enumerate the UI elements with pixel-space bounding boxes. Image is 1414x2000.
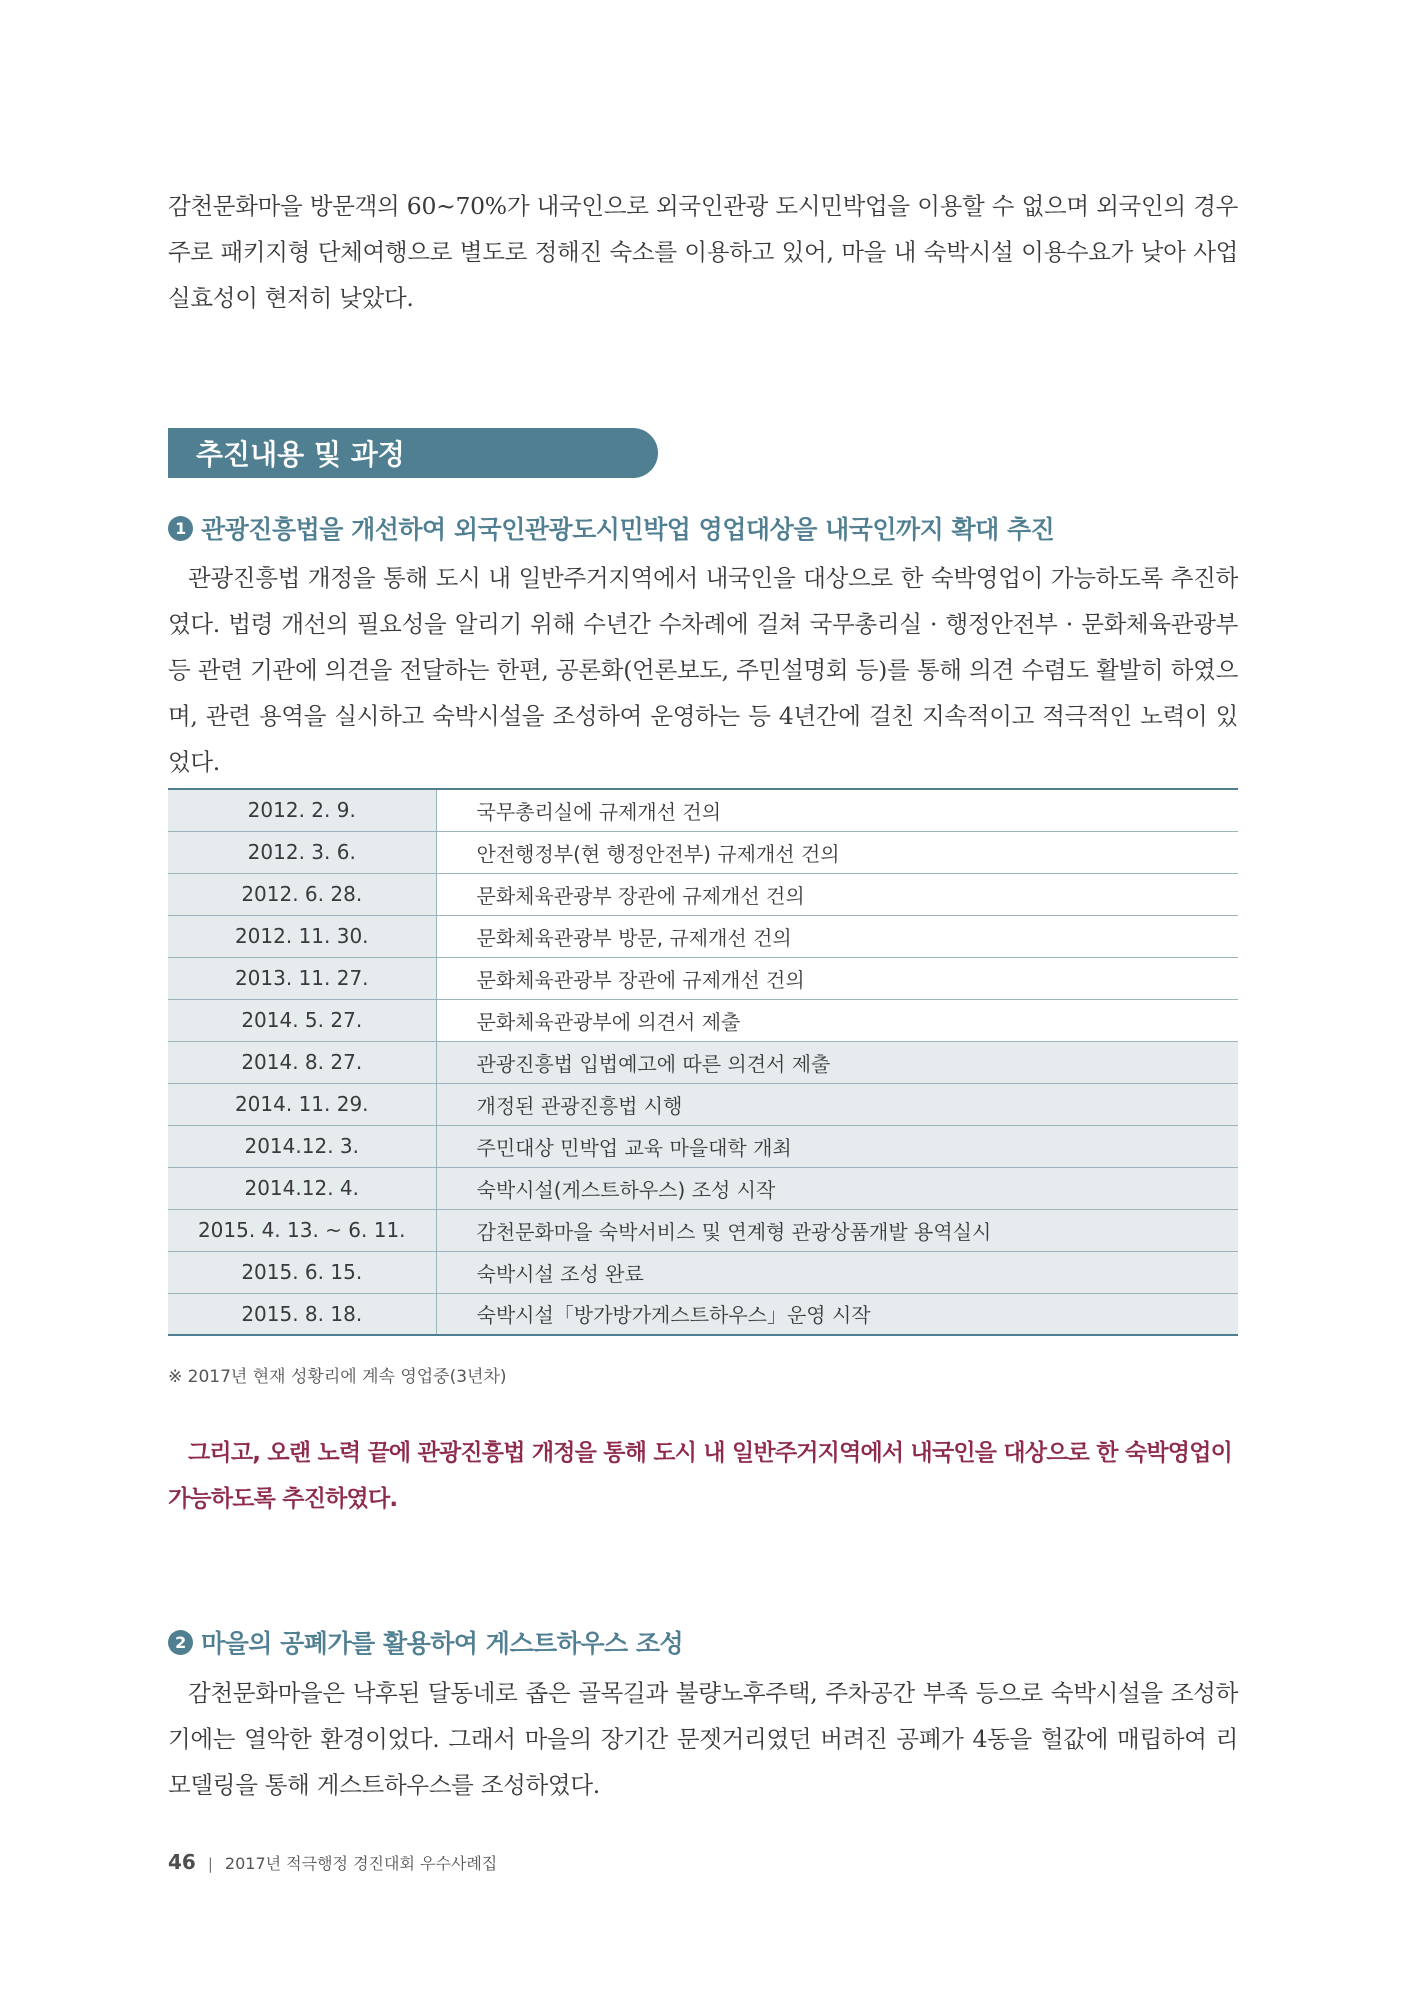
section2-paragraph: 감천문화마을은 낙후된 달동네로 좁은 골목길과 불량노후주택, 주차공간 부족 등으로 숙박시설을 조성하기에는 열악한 환경이었다. 그래서 마을의 장기간 문젯거리였던 버려진 공폐가 4동을 헐값에 매립하여 리모델링을 통해 게스트하우스를 조성하였다.: [168, 1679, 1238, 1799]
section2-heading-text: 마을의 공폐가를 활용하여 게스트하우스 조성: [201, 1629, 684, 1658]
timeline-event: 문화체육관광부 장관에 규제개선 건의: [436, 873, 1238, 915]
section1-heading-text: 관광진흥법을 개선하여 외국인관광도시민박업 영업대상을 내국인까지 확대 추진: [201, 515, 1055, 544]
timeline-event: 숙박시설(게스트하우스) 조성 시작: [436, 1167, 1238, 1209]
page-number: 46: [168, 1850, 196, 1874]
timeline-date: 2012. 6. 28.: [168, 873, 436, 915]
page-footer: [168, 1850, 497, 1874]
table-row: [168, 831, 1238, 873]
timeline-event: 숙박시설 조성 완료: [436, 1251, 1238, 1293]
section1-paragraph: 관광진흥법 개정을 통해 도시 내 일반주거지역에서 내국인을 대상으로 한 숙박영업이 가능하도록 추진하였다. 법령 개선의 필요성을 알리기 위해 수년간 수차례에 걸쳐 국무총리실 · 행정안전부 · 문화체육관광부 등 관련 기관에 의견을 전달하는 한편, 공론화(언론보도, 주민설명회 등)를 통해 의견 수렴도 활발히 하였으며, 관련 용역을 실시하고 숙박시설을 조성하여 운영하는 등 4년간에 걸친 지속적이고 적극적인 노력이 있었다.: [168, 564, 1238, 776]
timeline-date: 2014.12. 4.: [168, 1167, 436, 1209]
timeline-event: 문화체육관광부 장관에 규제개선 건의: [436, 957, 1238, 999]
table-row: [168, 1209, 1238, 1251]
timeline-event: 국무총리실에 규제개선 건의: [436, 789, 1238, 831]
table-row: [168, 1167, 1238, 1209]
timeline-event: 안전행정부(현 행정안전부) 규제개선 건의: [436, 831, 1238, 873]
timeline-date: 2014. 8. 27.: [168, 1041, 436, 1083]
highlight-statement: 그리고, 오랜 노력 끝에 관광진흥법 개정을 통해 도시 내 일반주거지역에서 내국인을 대상으로 한 숙박영업이 가능하도록 추진하였다.: [168, 1440, 1233, 1512]
timeline-date: 2013. 11. 27.: [168, 957, 436, 999]
table-row: [168, 873, 1238, 915]
timeline-date: 2012. 3. 6.: [168, 831, 436, 873]
table-row: [168, 1293, 1238, 1335]
timeline-date: 2015. 8. 18.: [168, 1293, 436, 1335]
table-row: [168, 999, 1238, 1041]
section-title: [168, 428, 658, 478]
timeline-date: 2014. 11. 29.: [168, 1083, 436, 1125]
number-badge-1: 1: [168, 516, 193, 541]
timeline-event: 관광진흥법 입법예고에 따른 의견서 제출: [436, 1041, 1238, 1083]
timeline-event: 개정된 관광진흥법 시행: [436, 1083, 1238, 1125]
footer-title: 2017년 적극행정 경진대회 우수사례집: [224, 1854, 498, 1873]
timeline-date: 2015. 4. 13. ~ 6. 11.: [168, 1209, 436, 1251]
table-row: [168, 1083, 1238, 1125]
intro-paragraph: 감천문화마을 방문객의 60~70%가 내국인으로 외국인관광 도시민박업을 이용할 수 없으며 외국인의 경우 주로 패키지형 단체여행으로 별도로 정해진 숙소를 이용하고 있어, 마을 내 숙박시설 이용수요가 낮아 사업실효성이 현저히 낮았다.: [168, 192, 1238, 312]
timeline-event: 문화체육관광부 방문, 규제개선 건의: [436, 915, 1238, 957]
table-row: [168, 1251, 1238, 1293]
table-row: [168, 1041, 1238, 1083]
timeline-event: 숙박시설「방가방가게스트하우스」운영 시작: [436, 1293, 1238, 1335]
table-note: ※ 2017년 현재 성황리에 계속 영업중(3년차): [168, 1367, 507, 1387]
timeline-date: 2012. 11. 30.: [168, 915, 436, 957]
timeline-event: 문화체육관광부에 의견서 제출: [436, 999, 1238, 1041]
section2-heading: [168, 1624, 683, 1660]
section-title-text: 추진내용 및 과정: [196, 438, 405, 471]
timeline-date: 2012. 2. 9.: [168, 789, 436, 831]
footer-separator: |: [207, 1855, 213, 1873]
number-badge-2: 2: [168, 1630, 193, 1655]
section1-heading: [168, 510, 1054, 546]
timeline-table: [168, 788, 1238, 1336]
timeline-date: 2014. 5. 27.: [168, 999, 436, 1041]
table-row: [168, 957, 1238, 999]
table-row: [168, 915, 1238, 957]
timeline-event: 감천문화마을 숙박서비스 및 연계형 관광상품개발 용역실시: [436, 1209, 1238, 1251]
timeline-event: 주민대상 민박업 교육 마을대학 개최: [436, 1125, 1238, 1167]
timeline-date: 2014.12. 3.: [168, 1125, 436, 1167]
table-row: [168, 789, 1238, 831]
timeline-date: 2015. 6. 15.: [168, 1251, 436, 1293]
table-row: [168, 1125, 1238, 1167]
